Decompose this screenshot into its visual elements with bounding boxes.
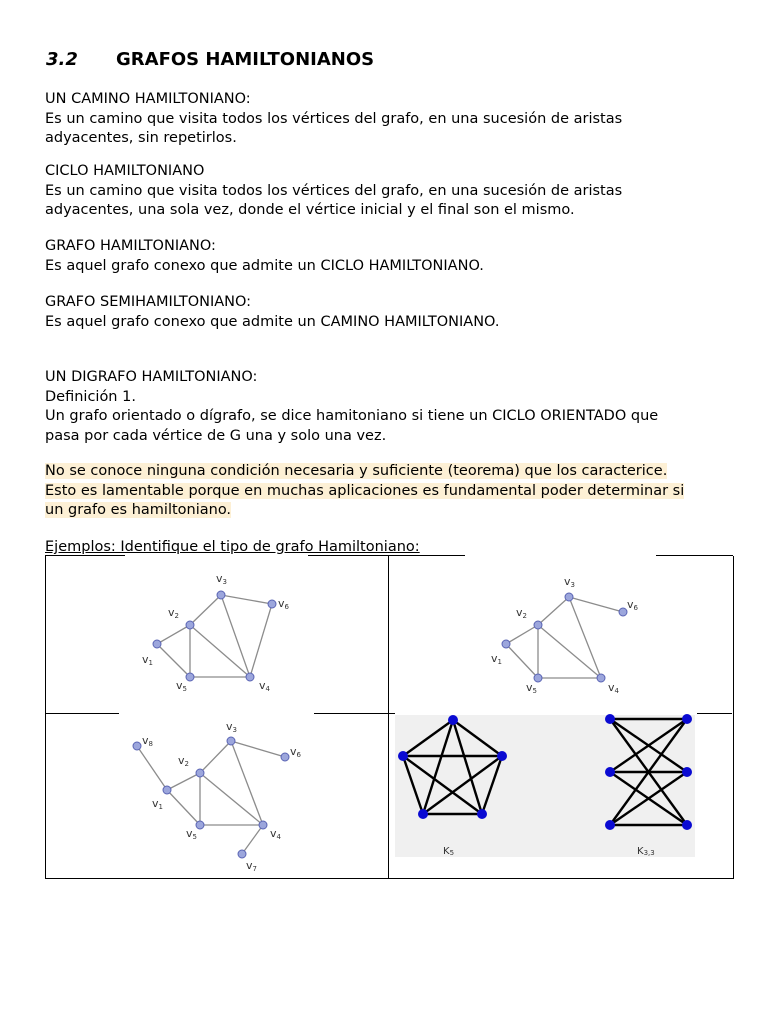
vertex-v5 — [186, 673, 194, 681]
section-title — [46, 49, 374, 70]
definition-heading: CICLO HAMILTONIANO — [45, 163, 205, 179]
vertex-v8 — [133, 742, 141, 750]
definition-line: adyacentes, sin repetirlos. — [45, 130, 237, 146]
label-v4: v4 — [270, 827, 281, 841]
k5-vertex — [418, 809, 428, 819]
k5-label: K5 — [443, 846, 455, 857]
label-v6: v6 — [627, 598, 638, 612]
definition-line: Es aquel grafo conexo que admite un CICLO HAMILTONIANO. — [45, 257, 484, 274]
vertex-v2 — [534, 621, 542, 629]
label-v4: v4 — [608, 681, 619, 695]
k5-vertex — [497, 751, 507, 761]
note-line: un grafo es hamiltoniano. — [45, 502, 232, 518]
definition-camino-hamiltoniano — [45, 90, 735, 149]
vertex-v6 — [281, 753, 289, 761]
definition-line: Definición 1. — [45, 388, 136, 405]
label-v1: v1 — [491, 652, 502, 666]
definition-heading: GRAFO SEMIHAMILTONIANO: — [45, 294, 252, 310]
definition-line: Es un camino que visita todos los vértices del grafo, en una sucesión de aristas — [45, 110, 623, 127]
definition-heading: UN CAMINO HAMILTONIANO: — [45, 91, 251, 107]
complete-graphs-figure — [395, 715, 695, 857]
label-v2: v2 — [168, 606, 179, 620]
label-v8: v8 — [142, 734, 153, 748]
definition-line: pasa por cada vértice de G una y solo una vez. — [45, 427, 387, 444]
k33-edges — [610, 719, 687, 825]
examples-label: Ejemplos: Identifique el tipo de grafo Hamiltoniano: — [45, 539, 420, 555]
k5-edges — [403, 720, 502, 814]
vertex-v3 — [565, 593, 573, 601]
label-v6: v6 — [278, 597, 289, 611]
label-v1: v1 — [142, 653, 153, 667]
vertex-v4 — [246, 673, 254, 681]
vertex-v3 — [217, 591, 225, 599]
vertex-v2 — [196, 769, 204, 777]
vertex-v7 — [238, 850, 246, 858]
k33-vertex — [605, 714, 615, 724]
definition-digrafo-hamiltoniano — [45, 368, 735, 446]
k33-vertex — [682, 820, 692, 830]
vertex-v5 — [196, 821, 204, 829]
table-row-divider — [45, 713, 119, 714]
vertex-v4 — [597, 674, 605, 682]
section-number: 3.2 — [46, 49, 78, 70]
table-row-divider — [697, 713, 732, 714]
vertex-v6 — [619, 608, 627, 616]
label-v5: v5 — [176, 679, 187, 693]
vertex-v4 — [259, 821, 267, 829]
label-v6: v6 — [290, 745, 301, 759]
label-v3: v3 — [226, 720, 237, 734]
table-row-divider — [314, 713, 395, 714]
k33-vertex — [605, 767, 615, 777]
vertex-v6 — [268, 600, 276, 608]
table-column-divider — [388, 556, 389, 878]
k5-vertex — [477, 809, 487, 819]
definition-line: Un grafo orientado o dígrafo, se dice hamitoniano si tiene un CICLO ORIENTADO que — [45, 408, 659, 424]
vertex-v3 — [227, 737, 235, 745]
label-v3: v3 — [564, 575, 575, 589]
label-v4: v4 — [259, 679, 270, 693]
definition-heading: UN DIGRAFO HAMILTONIANO: — [45, 369, 258, 385]
vertex-v5 — [534, 674, 542, 682]
k5-graph — [398, 715, 507, 857]
k5-vertex — [398, 751, 408, 761]
definition-line: adyacentes, una sola vez, donde el vértice inicial y el final son el mismo. — [45, 202, 575, 218]
k33-vertex — [682, 767, 692, 777]
label-v2: v2 — [516, 606, 527, 620]
definition-ciclo-hamiltoniano — [45, 162, 735, 221]
graph-example-1 — [46, 557, 386, 712]
note-line: Esto es lamentable porque en muchas aplicaciones es fundamental poder determinar si — [45, 482, 685, 499]
graph-example-3 — [46, 715, 386, 877]
graph-edges — [137, 741, 285, 854]
definition-line: Es un camino que visita todos los vértices del grafo, en una sucesión de aristas — [45, 182, 623, 199]
vertex-v2 — [186, 621, 194, 629]
k33-graph — [605, 714, 692, 857]
graph-example-2 — [390, 557, 730, 712]
label-v7: v7 — [246, 859, 257, 873]
label-v5: v5 — [186, 827, 197, 841]
definition-heading: GRAFO HAMILTONIANO: — [45, 238, 216, 254]
vertex-v1 — [163, 786, 171, 794]
definition-grafo-hamiltoniano — [45, 237, 735, 276]
k33-label: K3,3 — [637, 846, 655, 857]
graph-edges — [506, 597, 623, 678]
vertex-v1 — [153, 640, 161, 648]
k33-vertex — [605, 820, 615, 830]
definition-line: Es aquel grafo conexo que admite un CAMINO HAMILTONIANO. — [45, 313, 500, 330]
definition-grafo-semihamiltoniano — [45, 293, 735, 332]
highlighted-note — [45, 462, 735, 521]
label-v1: v1 — [152, 797, 163, 811]
section-heading: GRAFOS HAMILTONIANOS — [116, 49, 375, 70]
label-v2: v2 — [178, 754, 189, 768]
k33-vertex — [682, 714, 692, 724]
label-v5: v5 — [526, 681, 537, 695]
vertex-v1 — [502, 640, 510, 648]
note-line: No se conoce ninguna condición necesaria y suficiente (teorema) que los caracterice. — [45, 463, 668, 479]
k5-vertex — [448, 715, 458, 725]
label-v3: v3 — [216, 572, 227, 586]
